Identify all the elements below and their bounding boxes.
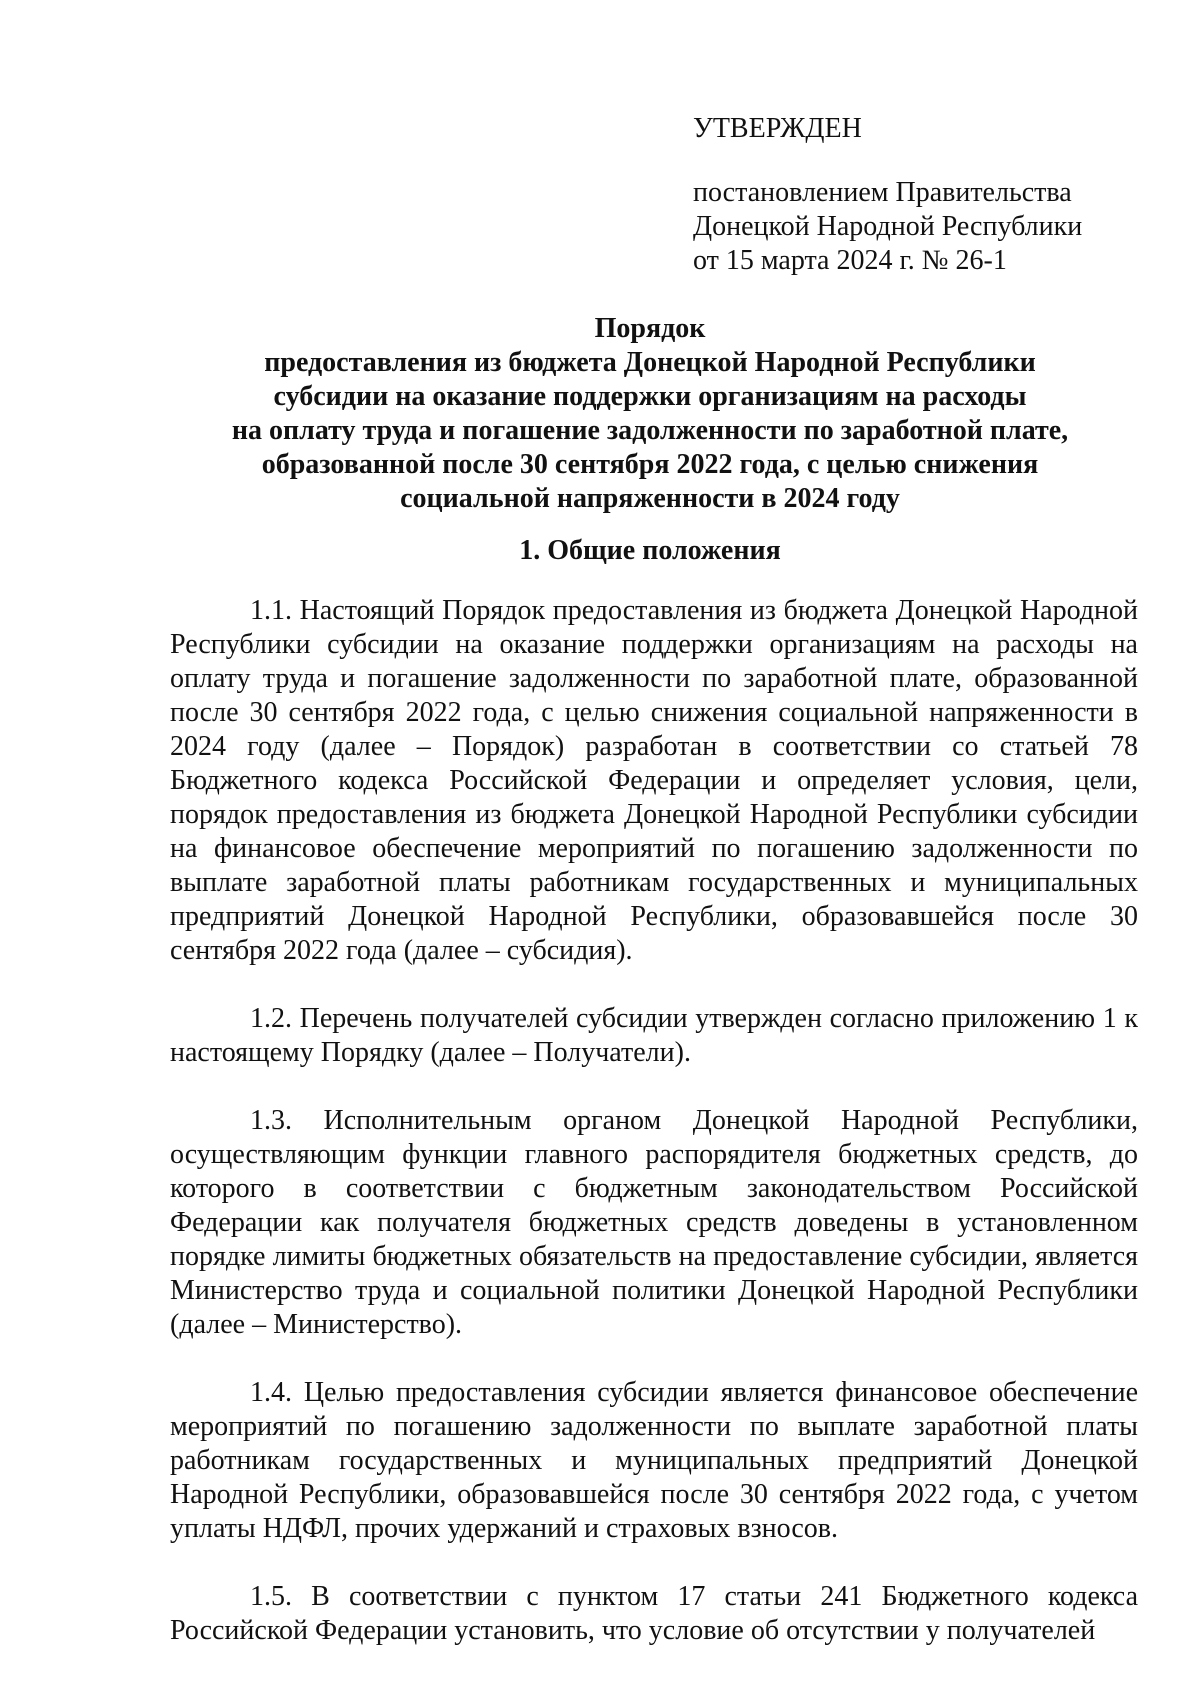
title-line: социальной напряженности в 2024 году <box>400 483 900 514</box>
paragraph-1-5: 1.5. В соответствии с пунктом 17 статьи 241 Бюджетного кодекса Российской Федерации установить, что условие об отсутствии у получателей <box>170 1581 1138 1646</box>
title-line: предоставления из бюджета Донецкой Народной Республики <box>264 347 1036 378</box>
paragraph-1-3: 1.3. Исполнительным органом Донецкой Народной Республики, осуществляющим функции главного распорядителя бюджетных средств, до которого в соответствии с бюджетным законодательством Российской Федерации как получателя бюджетных средств доведены в установленном порядке лимиты бюджетных обязательств на предоставление субсидии, является Министерство труда и социальной политики Донецкой Народной Республики (далее – Министерство). <box>170 1105 1138 1340</box>
approved-label: УТВЕРЖДЕН <box>693 113 862 144</box>
approval-stamp-block <box>693 112 1153 278</box>
document-body <box>170 594 1138 1648</box>
paragraph-1-2: 1.2. Перечень получателей субсидии утвержден согласно приложению 1 к настоящему Порядку (далее – Получатели). <box>170 1003 1138 1068</box>
document-title <box>170 312 1130 516</box>
approval-line: постановлением Правительства <box>693 177 1072 208</box>
section-heading: 1. Общие положения <box>519 535 781 566</box>
approval-line: Донецкой Народной Республики <box>693 211 1083 242</box>
title-line: субсидии на оказание поддержки организациям на расходы <box>273 381 1027 412</box>
approval-line: от 15 марта 2024 г. № 26-1 <box>693 245 1007 276</box>
title-line: на оплату труда и погашение задолженности по заработной плате, <box>231 415 1069 446</box>
paragraph-1-1: 1.1. Настоящий Порядок предоставления из бюджета Донецкой Народной Республики субсидии на оказание поддержки организациям на расходы на оплату труда и погашение задолженности по заработной плате, образованной после 30 сентября 2022 года, с целью снижения социальной напряженности в 2024 году (далее – Порядок) разработан в соответствии со статьей 78 Бюджетного кодекса Российской Федерации и определяет условия, цели, порядок предоставления из бюджета Донецкой Народной Республики субсидии на финансовое обеспечение мероприятий по погашению задолженности по выплате заработной платы работникам государственных и муниципальных предприятий Донецкой Народной Республики, образовавшейся после 30 сентября 2022 года (далее – субсидия). <box>170 595 1138 966</box>
title-line: образованной после 30 сентября 2022 года, с целью снижения <box>261 449 1039 480</box>
title-line: Порядок <box>594 313 706 344</box>
paragraph-1-4: 1.4. Целью предоставления субсидии является финансовое обеспечение мероприятий по погашению задолженности по выплате заработной платы работникам государственных и муниципальных предприятий Донецкой Народной Республики, образовавшейся после 30 сентября 2022 года, с учетом уплаты НДФЛ, прочих удержаний и страховых взносов. <box>170 1377 1138 1544</box>
